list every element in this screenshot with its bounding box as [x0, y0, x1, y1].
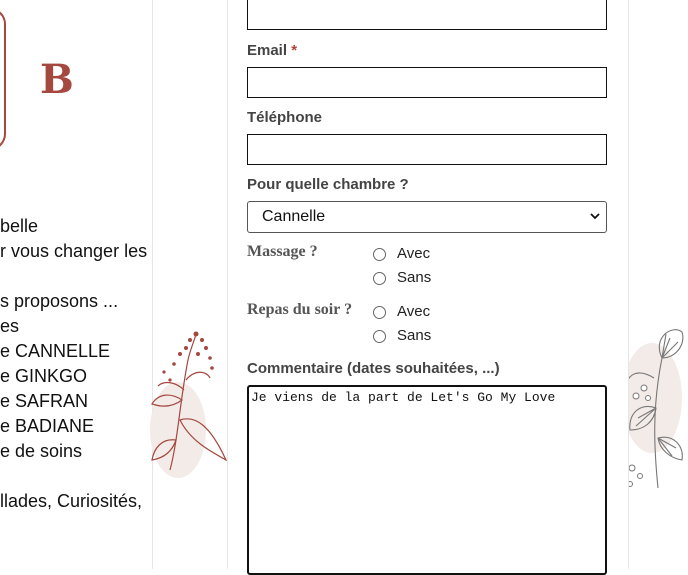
radio-button[interactable] [373, 272, 386, 285]
massage-label: Massage ? [247, 243, 318, 260]
phone-label: Téléphone [247, 109, 323, 126]
comment-textarea[interactable]: Je viens de la part de Let's Go My Love [247, 385, 607, 575]
plant-illustration-right [622, 318, 688, 498]
radio-label: Avec [397, 245, 431, 262]
phone-field[interactable] [247, 134, 607, 165]
left-text-line: e de soins [0, 441, 83, 461]
radio-button[interactable] [373, 330, 386, 343]
room-select[interactable] [247, 201, 607, 233]
email-label [247, 42, 297, 59]
room-select-value: Cannelle [262, 208, 326, 225]
reservation-form [227, 0, 629, 569]
left-text-line: llades, Curiosités, [0, 491, 143, 511]
left-text-line: e SAFRAN [0, 391, 89, 411]
radio-label: Sans [397, 269, 432, 286]
radio-button[interactable] [373, 248, 386, 261]
dinner-label: Repas du soir ? [247, 301, 353, 318]
plant-illustration-left [150, 320, 230, 485]
logo-letter: B [40, 56, 74, 103]
left-content-panel [0, 0, 152, 569]
comment-label: Commentaire (dates souhaitées, ...) [247, 360, 500, 377]
radio-label: Avec [397, 303, 431, 320]
room-label: Pour quelle chambre ? [247, 176, 409, 193]
required-mark: * [291, 42, 298, 59]
radio-button[interactable] [373, 306, 386, 319]
email-field[interactable] [247, 67, 607, 98]
chevron-down-icon [590, 202, 600, 243]
left-text-line: r vous changer les [0, 241, 148, 261]
left-text-line: e GINKGO [0, 366, 88, 386]
left-text-line: belle [0, 216, 39, 236]
name-field[interactable] [247, 0, 607, 30]
left-text-line: s proposons ... [0, 291, 119, 311]
left-text-line: es [0, 316, 20, 336]
left-text-line: e BADIANE [0, 416, 95, 436]
email-label-text: Email [247, 42, 288, 59]
left-text-line: e CANNELLE [0, 341, 111, 361]
logo-frame [0, 8, 6, 150]
radio-label: Sans [397, 327, 432, 344]
